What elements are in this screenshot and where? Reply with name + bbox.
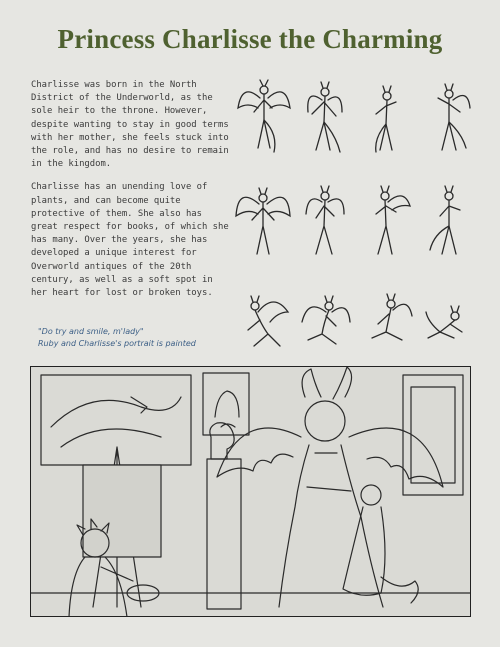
pose-sketch (358, 282, 416, 362)
scene-drawing (31, 367, 471, 617)
pose-sketch (420, 282, 478, 362)
pose-sketch (234, 282, 292, 362)
canvas-on-easel (83, 465, 161, 557)
pose-sketch (358, 78, 416, 158)
bio-paragraph-origin: Charlisse was born in the North District of the Underworld, as the sole heir to the throne. However, despite wanting to stay in good terms with her mother, she feels stuck into the role, and has no desire to remain in the kingdom. (31, 80, 229, 170)
background-portrait-frame (203, 373, 249, 435)
pose-sketch (234, 78, 292, 158)
pose-sketch (420, 78, 478, 158)
portrait-scene-illustration (30, 366, 471, 617)
pose-sketch (234, 180, 292, 260)
handwritten-caption (38, 326, 238, 350)
pose-sketch (296, 180, 354, 260)
caption-quote: "Do try and smile, m'lady" (38, 327, 144, 336)
page-title: Princess Charlisse the Charming (57, 24, 443, 54)
pose-sketch (296, 282, 354, 362)
bio-paragraph-interests: Charlisse has an unending love of plants, and can become quite protective of them. She also has great respect for books, of which she has many. Over the years, she has developed a unique interest for Overworld antiques of the 20th century, as well as a soft spot in her heart for lost or broken toys. (31, 182, 229, 299)
pose-sketch (358, 180, 416, 260)
pose-sketch (296, 78, 354, 158)
bust-statue (210, 423, 234, 459)
pose-sketch-grid (234, 78, 474, 360)
charlisse-figure (305, 401, 345, 441)
character-bio (31, 79, 231, 310)
caption-description: Ruby and Charlisse's portrait is painted (38, 339, 196, 348)
right-wing (349, 428, 443, 487)
pose-sketch (420, 180, 478, 260)
